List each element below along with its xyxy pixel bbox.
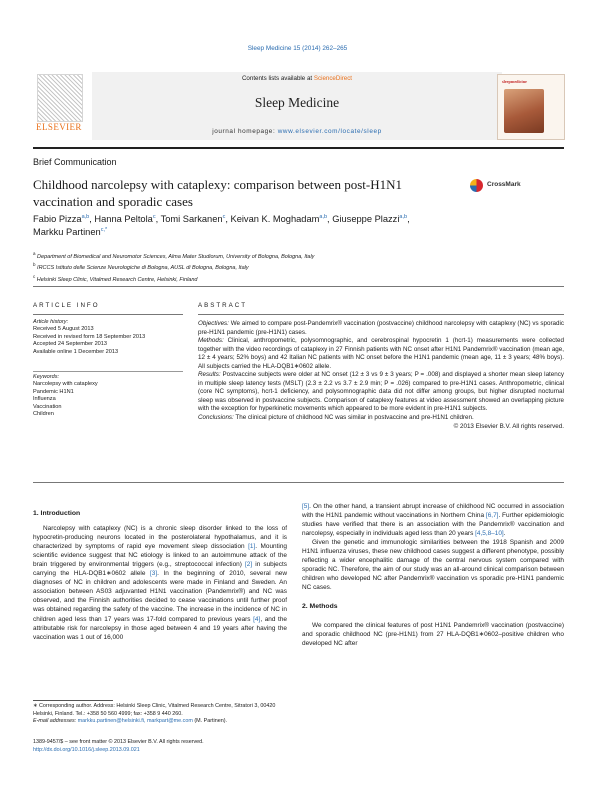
affiliation-divider bbox=[33, 286, 564, 287]
intro-text: . In the beginning of 2010, several new diagnoses of NC in children and adolescents were made in Finland and Sweden. An association between AS03 adjuvanted H1N1 vaccination (Pandemrix®) and NC was observed, and the Finnish authorities decided to cease vaccinations until further proof was obtained regarding the safety of the vaccine. The increase in the incidence of NC in children aged less than 17 years was 17-fold compared to previous years bbox=[33, 570, 287, 623]
methods-text: Clinical, anthropometric, polysomnographic, and cerebrospinal hypocretin 1 (hcrt-1) measurements were collected together with the video recordings of cataplexy in 27 Finnish patients with NC onset after H1N1 Pandemrix® vaccination (mean age, 12 ± 4 years; 52% boys) and 42 Italian NC patients with NC onset before the H1N1 pandemic (mean age, 11 ± 3 years; 48% boys). All subjects carried the HLA-DQB1∗0602 allele. bbox=[198, 337, 564, 370]
keywords-label: Keywords: bbox=[33, 374, 60, 380]
intro-text: . On the other hand, a transient abrupt increase of childhood NC occurred in association with the H1N1 pandemic without vaccinations in Northern China bbox=[302, 503, 564, 520]
keyword-item: Influenza bbox=[33, 396, 56, 403]
introduction-paragraph-1 bbox=[33, 524, 287, 642]
keywords-divider bbox=[33, 371, 183, 372]
history-item: Available online 1 December 2013 bbox=[33, 348, 119, 355]
abstract-end-divider bbox=[33, 482, 564, 483]
issn-block bbox=[33, 739, 293, 754]
introduction-heading: 1. Introduction bbox=[33, 510, 81, 517]
citation-link[interactable]: [4] bbox=[253, 615, 261, 623]
email-links[interactable]: markku.partinen@helsinki.fi, markpart@me.com bbox=[77, 718, 193, 725]
author-separator: , bbox=[407, 214, 410, 224]
email-line bbox=[33, 718, 287, 726]
homepage-prefix: journal homepage: bbox=[212, 128, 278, 135]
doi-link[interactable]: http://dx.doi.org/10.1016/j.sleep.2013.09.021 bbox=[33, 746, 140, 753]
history-label: Article history: bbox=[33, 319, 69, 325]
citation-link[interactable]: [5] bbox=[302, 503, 310, 510]
methods-paragraph-1: We compared the clinical features of post H1N1 Pandemrix® vaccination (postvaccine) and sporadic childhood NC (pre-H1N1) from 27 HLA-DQB1∗0602–positive children who developed NC after bbox=[302, 621, 564, 647]
affiliation-item bbox=[33, 250, 553, 261]
abstract-conclusions bbox=[198, 414, 564, 423]
article-title: Childhood narcolepsy with cataplexy: comparison between post-H1N1 vaccination and sporadic cases bbox=[33, 177, 402, 209]
journal-title: Sleep Medicine bbox=[254, 95, 340, 110]
corresponding-author: ∗ Corresponding author. Address: Helsinki Sleep Clinic, Vitalmed Research Centre, Sitratori 3, 00420 Helsinki, Finland. Tel.: +358 50 560 4999; fax: +358 9 440 260. bbox=[33, 703, 276, 717]
affiliation-item bbox=[33, 261, 553, 272]
homepage-link[interactable]: www.elsevier.com/locate/sleep bbox=[277, 128, 382, 135]
email-suffix: (M. Partinen). bbox=[192, 718, 228, 725]
author-affiliation-marker[interactable]: c,* bbox=[100, 226, 108, 233]
author-list bbox=[33, 213, 553, 239]
cover-image bbox=[504, 89, 544, 133]
keyword-item: Vaccination bbox=[33, 403, 62, 410]
author-affiliation-marker[interactable]: c bbox=[222, 213, 226, 220]
body-column-right bbox=[302, 502, 564, 648]
affiliation-text: Department of Biomedical and Neuromotor Sciences, Alma Mater Studiorum, University of Bologna, Bologna, Italy bbox=[37, 253, 315, 260]
history-item: Received 5 August 2013 bbox=[33, 326, 94, 333]
history-item: Accepted 24 September 2013 bbox=[33, 341, 108, 348]
journal-homepage bbox=[92, 128, 502, 135]
author-separator: , bbox=[327, 214, 333, 224]
abstract-methods bbox=[198, 337, 564, 371]
abstract-objectives bbox=[198, 320, 564, 337]
contents-prefix: Contents lists available at bbox=[241, 75, 314, 82]
header-divider bbox=[33, 147, 564, 149]
crossmark-badge[interactable] bbox=[470, 179, 560, 193]
conclusions-text: The clinical picture of childhood NC was similar in postvaccine and pre-H1N1 children. bbox=[235, 414, 474, 422]
methods-label: Methods: bbox=[198, 337, 224, 345]
author-separator: , bbox=[155, 214, 161, 224]
citation-link[interactable]: [3] bbox=[149, 570, 158, 578]
article-history bbox=[33, 319, 183, 356]
citation-link[interactable]: [1] bbox=[248, 543, 256, 551]
objectives-label: Objectives: bbox=[198, 320, 229, 327]
author-separator: , bbox=[89, 214, 95, 224]
abstract-results bbox=[198, 371, 564, 414]
author-name: Hanna Peltola bbox=[94, 214, 153, 224]
keyword-item: Pandemic H1N1 bbox=[33, 388, 74, 395]
citation-link[interactable]: [4,5,8–10] bbox=[475, 530, 504, 538]
elsevier-tree-icon bbox=[37, 74, 83, 122]
citation-link[interactable]: [2] bbox=[244, 561, 253, 569]
abstract-heading: ABSTRACT bbox=[198, 302, 248, 309]
body-column-left bbox=[33, 509, 287, 642]
affiliation-marker: b bbox=[33, 262, 36, 268]
affiliation-text: IRCCS Istituto delle Scienze Neurologiche di Bologna, AUSL di Bologna, Bologna, Italy bbox=[37, 265, 249, 272]
history-item: Received in revised form 18 September 2013 bbox=[33, 333, 146, 340]
author-name: Giuseppe Plazzi bbox=[332, 214, 400, 224]
author-name: Fabio Pizza bbox=[33, 214, 82, 224]
introduction-paragraph-2: Given the genetic and immunologic similarities between the 1918 Spanish and 2009 H1N1 influenza viruses, these new childhood cases suggest a different phenotype, possibly reflecting a wider encephalitic damage of the central nervous system compared with sporadic NC. Therefore, the aim of our study was an all-around clinical comparison between children who developed NC after Pandemrix® vaccination vs sporadic pre-H1N1 pandemic NC cases. bbox=[302, 539, 564, 592]
elsevier-wordmark: ELSEVIER bbox=[36, 122, 82, 132]
author-separator: , bbox=[225, 214, 231, 224]
intro-text: , and the attributable risk for narcolepsy in those aged between 4 and 19 years after having the vaccination was 1 out of 16,000 bbox=[33, 615, 287, 641]
corresponding-footnote bbox=[33, 703, 287, 726]
elsevier-logo bbox=[33, 74, 85, 136]
objectives-text: We aimed to compare post-Pandemrix® vaccination (postvaccine) childhood narcolepsy with cataplexy (NC) vs sporadic pre-H1N1 pandemic (pre-H1N1) cases. bbox=[198, 320, 564, 336]
conclusions-label: Conclusions: bbox=[198, 414, 234, 422]
crossmark-label: CrossMark bbox=[487, 181, 521, 188]
crossmark-icon bbox=[470, 179, 483, 192]
affiliation-text: Helsinki Sleep Clinic, Vitalmed Research Centre, Helsinki, Finland bbox=[36, 276, 198, 283]
journal-cover[interactable] bbox=[497, 74, 565, 140]
author-affiliation-marker[interactable]: a,b bbox=[399, 213, 408, 220]
author-name: Keivan K. Moghadam bbox=[230, 214, 320, 224]
sciencedirect-link[interactable]: ScienceDirect bbox=[313, 75, 353, 82]
results-text: Postvaccine subjects were older at NC onset (12 ± 3 vs 9 ± 3 years; P = .008) and displayed a shorter mean sleep latency in multiple sleep latency tests (MSLT) (2.3 ± 2.2 vs 3.7 ± 2.9 min; P = .026) compared to pre-H1N1 cases. Anthropometric, clinical (core NC symptoms), hcrt-1 deficiency, and polysomnographic data did not differ among groups, but higher disrupted nocturnal sleep was observed in postvaccine subjects. Comparison of cataplexy features at video assessment showed an overlapping picture with the exception for hyperkinetic movements which appeared to be more evident in pre-H1N1 subjects. bbox=[198, 371, 564, 413]
introduction-continued bbox=[302, 502, 564, 538]
intro-text: . bbox=[503, 530, 506, 538]
author-name: Tomi Sarkanen bbox=[160, 214, 223, 224]
email-label: E-mail addresses: bbox=[33, 718, 77, 725]
article-info-divider bbox=[33, 314, 183, 315]
author-affiliation-marker[interactable]: c bbox=[152, 213, 156, 220]
issn-line: 1389-9457/$ – see front matter © 2013 Elsevier B.V. All rights reserved. bbox=[33, 739, 204, 745]
intro-text: Narcolepsy with cataplexy (NC) is a chronic sleep disorder linked to the loss of hypocretin-producing neurons located in the posterolateral hypothalamus, and it is characterized by symptoms of rapid eye movement sleep dissociation bbox=[33, 525, 287, 551]
author-affiliation-marker[interactable]: a,b bbox=[81, 213, 90, 220]
cover-title: sleepmedicine bbox=[502, 79, 527, 84]
abstract-body bbox=[198, 320, 564, 431]
intro-text: in subjects carrying the HLA-DQB1∗0602 allele bbox=[33, 561, 287, 578]
affiliation-item bbox=[33, 273, 553, 284]
author-affiliation-marker[interactable]: a,b bbox=[319, 213, 328, 220]
results-label: Results: bbox=[198, 371, 221, 379]
keyword-item: Children bbox=[33, 411, 54, 418]
intro-text: . Mounting scientific evidence suggest that NC etiology is linked to an autoimmune attack of the brain triggered by environmental triggers (e.g., streptococcal infection) bbox=[33, 543, 288, 569]
author-name: Markku Partinen bbox=[33, 227, 101, 237]
keywords bbox=[33, 374, 183, 418]
contents-line bbox=[92, 75, 502, 82]
affiliation-marker: c bbox=[33, 273, 36, 279]
affiliations bbox=[33, 250, 553, 284]
methods-heading: 2. Methods bbox=[302, 603, 338, 611]
copyright-notice: © 2013 Elsevier B.V. All rights reserved. bbox=[453, 422, 564, 430]
affiliation-marker: a bbox=[33, 251, 36, 256]
keyword-item: Narcolepsy with cataplexy bbox=[33, 381, 98, 388]
article-type: Brief Communication bbox=[33, 157, 117, 167]
abstract-divider bbox=[198, 314, 564, 315]
citation-link[interactable]: [6,7] bbox=[485, 512, 499, 520]
article-info-heading: ARTICLE INFO bbox=[33, 302, 100, 309]
footnote-divider bbox=[33, 700, 113, 701]
journal-reference[interactable]: Sleep Medicine 15 (2014) 262–265 bbox=[247, 45, 348, 52]
intro-text: . Further epidemiologic studies have verified that there is an association with the Pandemrix® vaccination and narcolepsy, especially in individuals aged less than 20 years bbox=[302, 512, 564, 538]
